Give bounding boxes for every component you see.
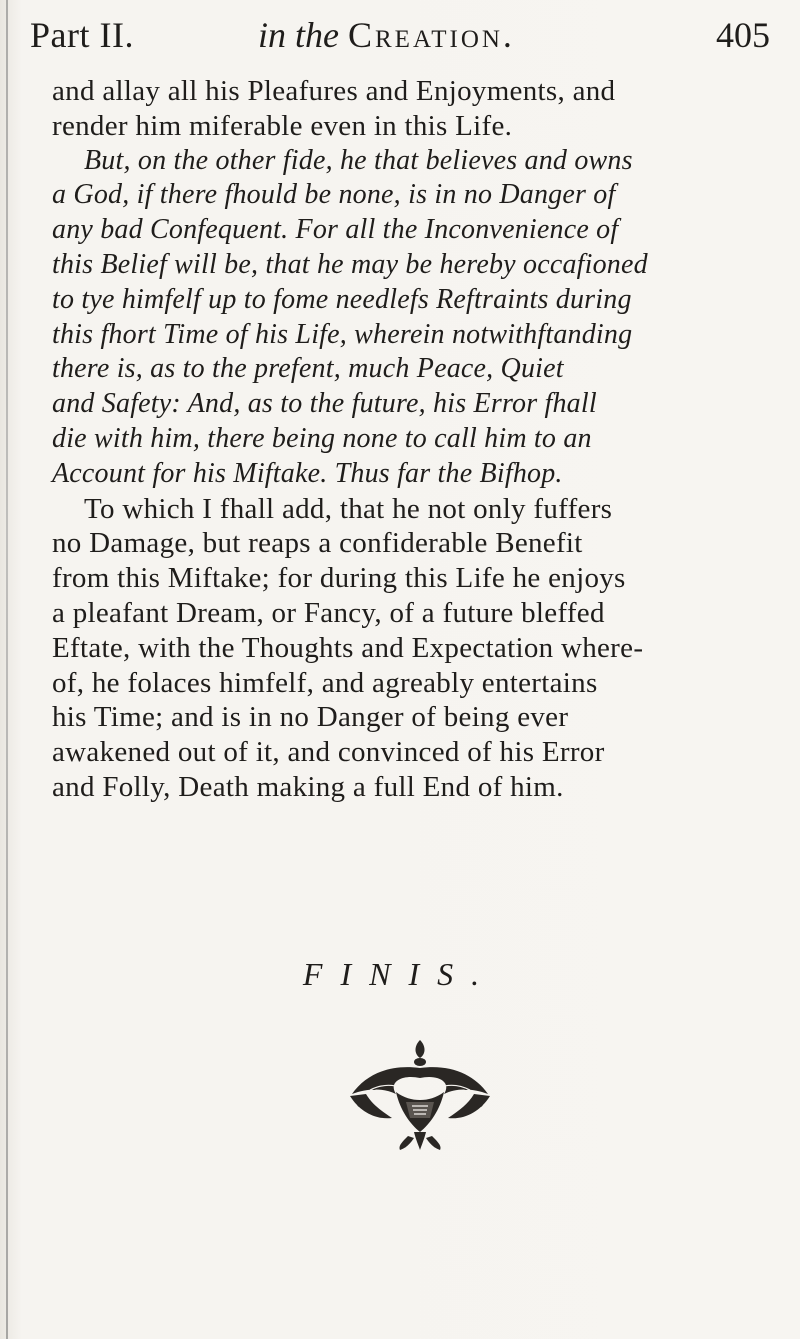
text-line: this Belief will be, that he may be hereby occafioned (52, 248, 648, 280)
text-line: Eftate, with the Thoughts and Expectation where- (52, 631, 644, 664)
text-line: But, on the other fide, he that believes and owns (84, 144, 633, 176)
printers-ornament-icon (330, 1038, 510, 1153)
text-line: awakened out of it, and convinced of his Error (52, 736, 605, 769)
text-line: any bad Confequent. For all the Inconvenience of (52, 214, 619, 246)
gutter-line (6, 0, 8, 1339)
finis-heading: FINIS. (302, 956, 498, 992)
text-line: render him miferable even in this Life. (52, 109, 513, 142)
text-line: Account for his Miftake. Thus far the Bifhop. (52, 457, 563, 489)
text-line: there is, as to the prefent, much Peace, Quiet (52, 353, 564, 385)
text-line: no Damage, but reaps a confiderable Benefit (52, 527, 583, 560)
text-line: to tye himfelf up to fome needlefs Reftraints during (52, 283, 632, 315)
text-line: this fhort Time of his Life, wherein notwithftanding (52, 318, 633, 350)
running-head-part: Part II. (30, 15, 134, 55)
body-text (52, 74, 772, 805)
running-head-title-italic: in the (258, 15, 339, 55)
text-line: his Time; and is in no Danger of being ever (52, 701, 569, 734)
running-head (30, 10, 770, 72)
text-line: and Folly, Death making a full End of him. (52, 770, 564, 803)
text-line: To which I fhall add, that he not only fuffers (84, 492, 613, 525)
text-line: and Safety: And, as to the future, his Error fhall (52, 388, 597, 420)
text-line: a pleafant Dream, or Fancy, of a future bleffed (52, 596, 605, 629)
running-head-title (258, 14, 515, 56)
running-head-title-caps: Creation. (347, 15, 515, 55)
text-line: a God, if there fhould be none, is in no Danger of (52, 179, 616, 211)
text-line: die with him, there being none to call him to an (52, 422, 592, 454)
text-line: of, he folaces himfelf, and agreably entertains (52, 666, 598, 699)
text-line: from this Miftake; for during this Life he enjoys (52, 562, 626, 595)
page-number: 405 (716, 15, 770, 55)
text-line: and allay all his Pleafures and Enjoyments, and (52, 75, 616, 107)
